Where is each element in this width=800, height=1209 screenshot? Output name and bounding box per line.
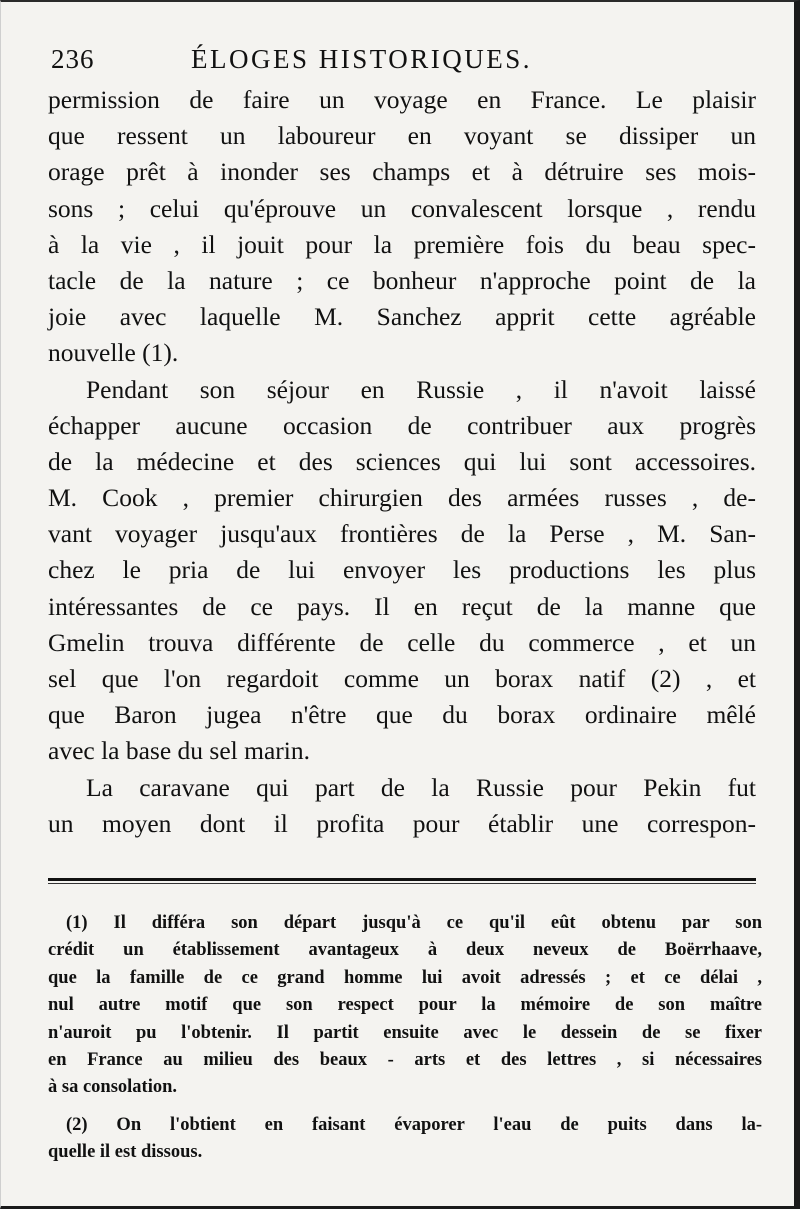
text-line: Pendant son séjour en Russie , il n'avoit laissé: [86, 374, 756, 404]
text-line: orage prêt à inonder ses champs et à détruire ses mois-: [48, 157, 756, 187]
footnote-line: à sa consolation.: [48, 1077, 178, 1098]
text-line: intéressantes de ce pays. Il en reçut de la manne que: [48, 591, 756, 621]
footnote-line: (1) Il différa son départ jusqu'à ce qu'il eût obtenu par son: [66, 913, 762, 933]
paragraph-1: [48, 82, 756, 372]
text-line: que Baron jugea n'être que du borax ordinaire mêlé: [48, 700, 756, 730]
footnote-line: nul autre motif que son respect pour la mémoire de son maître: [48, 995, 762, 1016]
footnote-separator-thin: [48, 883, 756, 884]
main-text: [48, 82, 756, 842]
paragraph-3: [48, 770, 756, 842]
text-line: La caravane qui part de la Russie pour Pekin fut: [86, 772, 756, 802]
footnote-gap: [48, 1102, 762, 1112]
footnote-line: quelle il est dissous.: [48, 1142, 203, 1163]
text-line: permission de faire un voyage en France. Le plaisir: [48, 85, 756, 114]
text-line: un moyen dont il profita pour établir une correspon-: [48, 808, 756, 838]
text-line: sel que l'on regardoit comme un borax natif (2) , et: [48, 664, 756, 693]
footnote-line: que la famille de ce grand homme lui avoit adressés ; et ce délai ,: [48, 967, 762, 988]
footnote-2: [48, 1112, 762, 1167]
text-line: Gmelin trouva différente de celle du commerce , et un: [48, 627, 756, 657]
text-line: M. Cook , premier chirurgien des armées russes , de-: [48, 483, 756, 513]
text-line: chez le pria de lui envoyer les productions les plus: [48, 555, 756, 585]
footnote-line: en France au milieu des beaux - arts et des lettres , si nécessaires: [48, 1049, 762, 1070]
text-line: vant voyager jusqu'aux frontières de la Perse , M. San-: [48, 519, 756, 549]
footnotes: [48, 910, 762, 1167]
paragraph-2: [48, 372, 756, 770]
text-line: de la médecine et des sciences qui lui sont accessoires.: [48, 446, 756, 476]
footnote-1: [48, 910, 762, 1102]
text-line: avec la base du sel marin.: [48, 736, 310, 766]
running-title: ÉLOGES HISTORIQUES.: [191, 44, 533, 74]
text-line: à la vie , il jouit pour la première fois du beau spec-: [48, 229, 756, 259]
text-line: tacle de la nature ; ce bonheur n'approche point de la: [48, 265, 756, 295]
footnote-line: (2) On l'obtient en faisant évaporer l'eau de puits dans la-: [66, 1114, 762, 1135]
text-line: sons ; celui qu'éprouve un convalescent lorsque , rendu: [48, 193, 756, 223]
footnote-separator: [48, 878, 756, 881]
footnote-line: crédit un établissement avantageux à deux neveux de Boërrhaave,: [48, 940, 762, 961]
text-line: nouvelle (1).: [48, 338, 179, 368]
text-line: échapper aucune occasion de contribuer aux progrès: [48, 410, 756, 440]
footnote-line: n'auroit pu l'obtenir. Il partit ensuite avec le dessein de se fixer: [48, 1022, 762, 1043]
page-number: 236: [51, 44, 95, 74]
running-head: [51, 44, 756, 80]
text-line: que ressent un laboureur en voyant se dissiper un: [48, 121, 756, 151]
text-line: joie avec laquelle M. Sanchez apprit cette agréable: [48, 302, 756, 332]
